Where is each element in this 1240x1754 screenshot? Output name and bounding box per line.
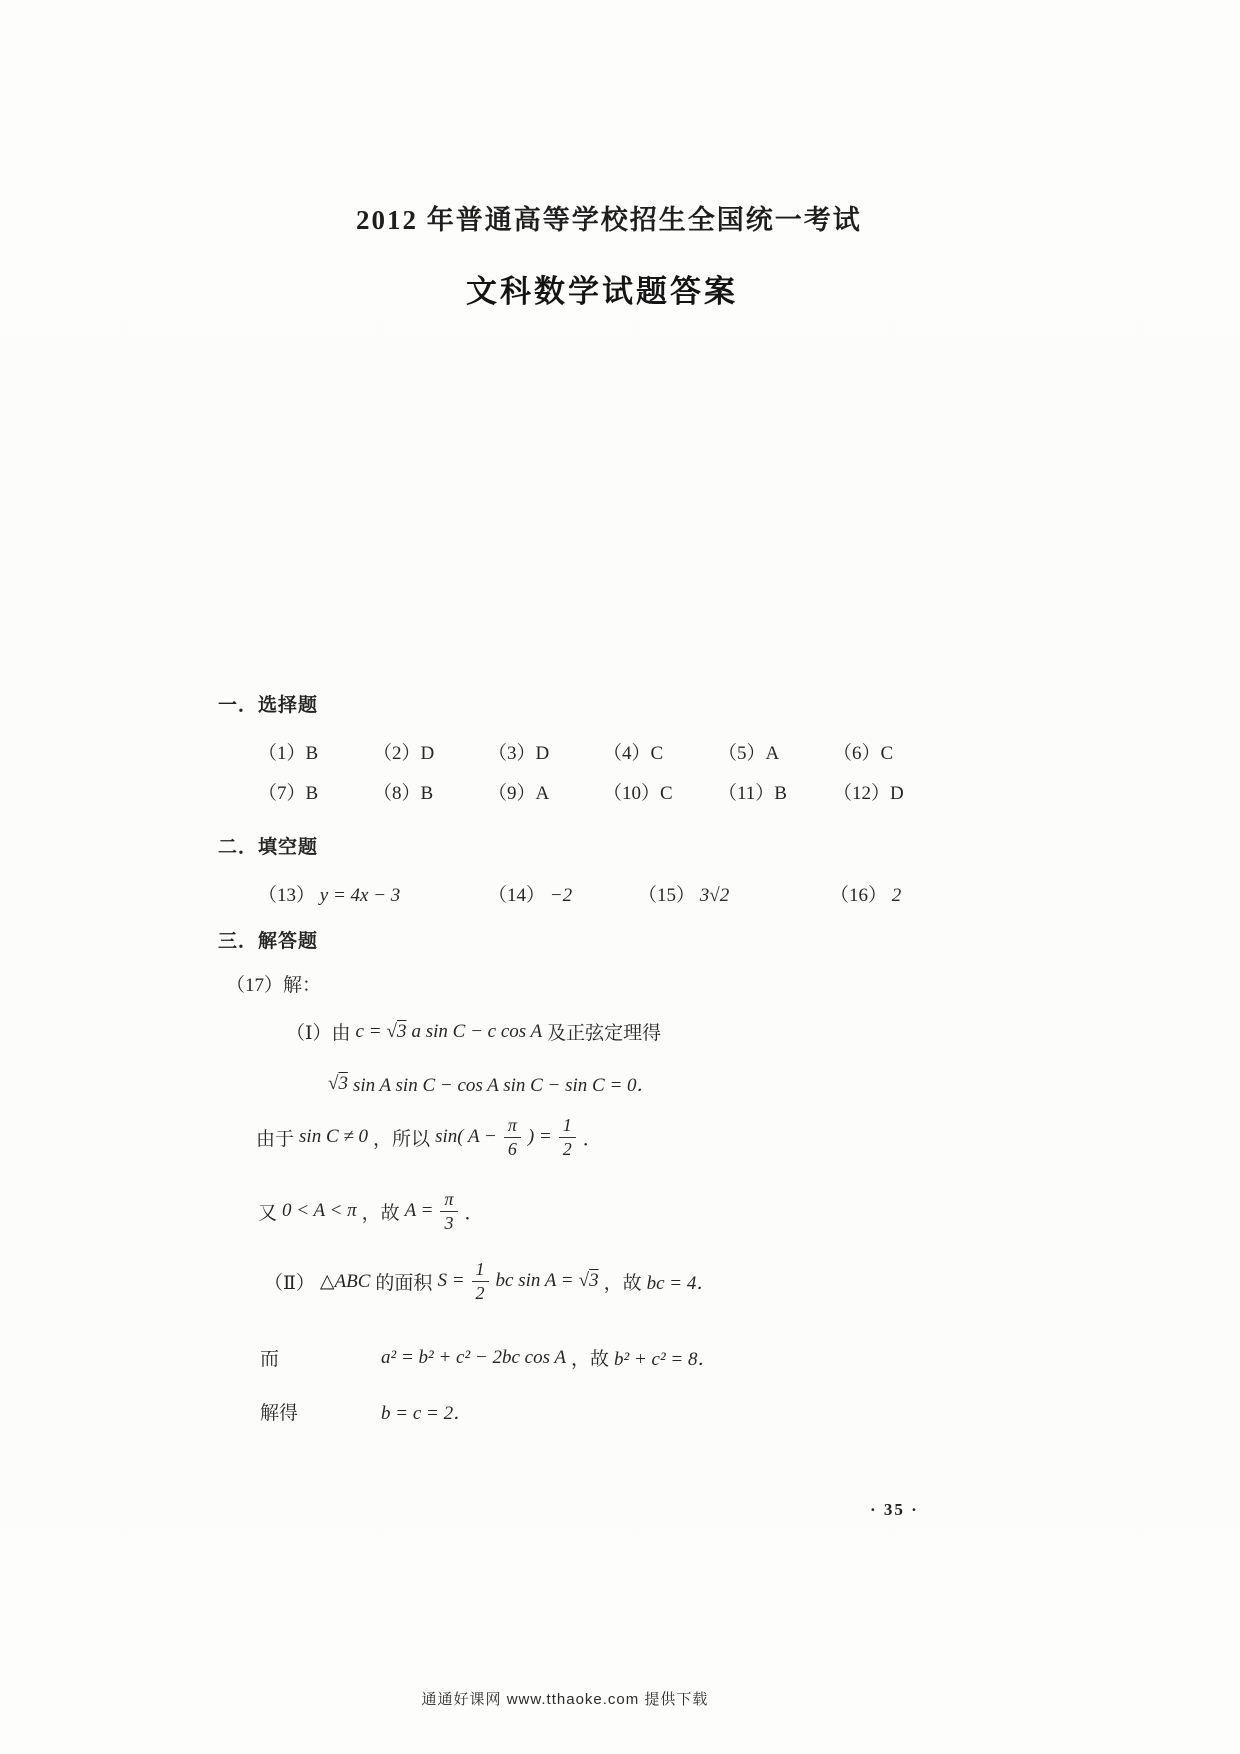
blank-answer-16	[830, 880, 901, 907]
solution-line-3-text1: 由于	[256, 1128, 295, 1150]
solution-line-5-eq3: bc = 4．	[646, 1272, 716, 1294]
choice-answer-5: （5）A	[718, 743, 780, 764]
radicand: 3	[589, 1270, 599, 1292]
blank-answer-13	[258, 880, 400, 907]
solution-line-5-eq2: bc sin A =	[495, 1270, 574, 1292]
choice-answer-10: （10）C	[603, 783, 673, 804]
choice-answer-12: （12）D	[833, 783, 904, 804]
solution-line-3-text2: ，所以	[373, 1128, 431, 1150]
solution-line-1-post: 及正弦定理得	[547, 1023, 662, 1044]
choice-answer-2: （2）D	[373, 743, 435, 764]
choice-answer-3: （3）D	[488, 743, 550, 764]
page-title: 2012 年普通高等学校招生全国统一考试	[356, 205, 862, 235]
choice-answer-8: （8）B	[373, 783, 434, 804]
solution-line-4-eq1: 0 < A < π	[282, 1200, 357, 1222]
solution-line-5	[264, 1260, 715, 1303]
fraction-denominator: 2	[475, 1282, 485, 1303]
page-number: · 35 ·	[870, 1500, 919, 1519]
solution-line-5-part2-label: （Ⅱ）	[264, 1272, 315, 1294]
fraction-pi-over-3	[440, 1190, 457, 1233]
solution-line-5-text2: ，故	[603, 1272, 642, 1294]
solution-line-6-text: ，故	[571, 1349, 610, 1370]
blank-answer-13-label: （13）	[258, 885, 316, 906]
radical-sign: √	[386, 1020, 397, 1042]
choice-answer-1: （1）B	[258, 743, 319, 764]
section-heading-solution: 三．解答题	[218, 931, 319, 952]
choice-answer-11: （11）B	[718, 783, 787, 804]
solution-line-7	[260, 1398, 472, 1425]
section-heading-choice: 一．选择题	[218, 695, 319, 716]
section-heading-blank: 二．填空题	[218, 837, 319, 858]
fraction-numerator: 1	[472, 1260, 489, 1282]
footer-watermark: 通通好课网 www.tthaoke.com 提供下载	[421, 1691, 709, 1708]
radical-sign: √	[328, 1072, 339, 1094]
solution-line-3-period: ．	[582, 1128, 602, 1150]
solution-line-7-lead: 解得	[260, 1403, 299, 1424]
sqrt-expression	[387, 1021, 407, 1043]
fraction-numerator: 1	[559, 1116, 576, 1138]
solution-line-1-eq2: a sin C − c cos A	[411, 1020, 543, 1042]
blank-answer-13-value: y = 4x − 3	[319, 885, 401, 906]
fraction-denominator: 2	[562, 1138, 572, 1159]
solution-line-3-eq2: sin( A −	[435, 1126, 497, 1148]
solution-line-6-eq1: a² = b² + c² − 2bc cos A	[381, 1346, 567, 1368]
radicand: 3	[338, 1072, 348, 1094]
solution-line-4-text2: ，故	[361, 1202, 400, 1224]
solution-line-5-text1: 的面积	[375, 1272, 433, 1294]
blank-answer-16-label: （16）	[830, 885, 888, 906]
solution-line-1	[286, 1018, 661, 1045]
solution-line-2	[328, 1070, 656, 1097]
solution-line-5-eq1: S =	[437, 1270, 465, 1292]
fraction-denominator: 6	[507, 1138, 517, 1159]
choice-answer-4: （4）C	[603, 743, 664, 764]
blank-answer-14-value: −2	[549, 885, 573, 906]
solution-line-3-eq3: ) =	[527, 1126, 552, 1148]
choice-answer-9: （9）A	[488, 783, 550, 804]
blank-answer-14	[488, 880, 572, 907]
blank-answer-14-label: （14）	[488, 885, 546, 906]
solution-line-4-period: ．	[464, 1202, 484, 1224]
sqrt-expression	[328, 1073, 348, 1095]
fraction-numerator: π	[504, 1116, 521, 1138]
fraction-numerator: π	[440, 1190, 457, 1212]
fraction-denominator: 3	[444, 1212, 454, 1233]
solution-line-1-eq: c =	[355, 1020, 382, 1042]
solution-line-3-eq1: sin C ≠ 0	[299, 1126, 369, 1148]
solution-line-2-eq: sin A sin C − cos A sin C − sin C = 0．	[352, 1075, 656, 1096]
solution-line-4	[258, 1190, 484, 1233]
choice-answers-row-1	[258, 738, 948, 765]
fraction-1-over-2	[559, 1116, 576, 1159]
radical-sign: √	[578, 1270, 590, 1292]
question-17-label: （17）解：	[226, 975, 322, 996]
solution-line-6	[260, 1344, 717, 1371]
sqrt-expression	[579, 1270, 599, 1292]
choice-answer-6: （6）C	[833, 743, 894, 764]
solution-line-1-pre: （Ⅰ）由	[286, 1023, 351, 1044]
solution-line-6-lead: 而	[260, 1349, 280, 1370]
blank-answer-15-label: （15）	[638, 885, 696, 906]
solution-line-7-eq: b = c = 2．	[381, 1403, 473, 1424]
blank-answer-16-value: 2	[891, 885, 902, 906]
choice-answer-7: （7）B	[258, 783, 319, 804]
radicand: 3	[396, 1020, 407, 1042]
fraction-pi-over-6	[504, 1116, 521, 1159]
blank-answer-15	[638, 880, 729, 907]
solution-line-6-eq2: b² + c² = 8．	[614, 1349, 717, 1370]
solution-line-4-text1: 又	[258, 1202, 278, 1224]
page-subtitle: 文科数学试题答案	[466, 274, 738, 309]
fraction-1-over-2	[472, 1260, 489, 1303]
solution-line-3	[256, 1116, 602, 1159]
choice-answers-row-2	[258, 778, 948, 805]
solution-line-4-eq2: A =	[404, 1200, 434, 1222]
solution-line-5-triangle: △ABC	[319, 1270, 371, 1292]
blank-answer-15-value: 3√2	[699, 885, 730, 906]
